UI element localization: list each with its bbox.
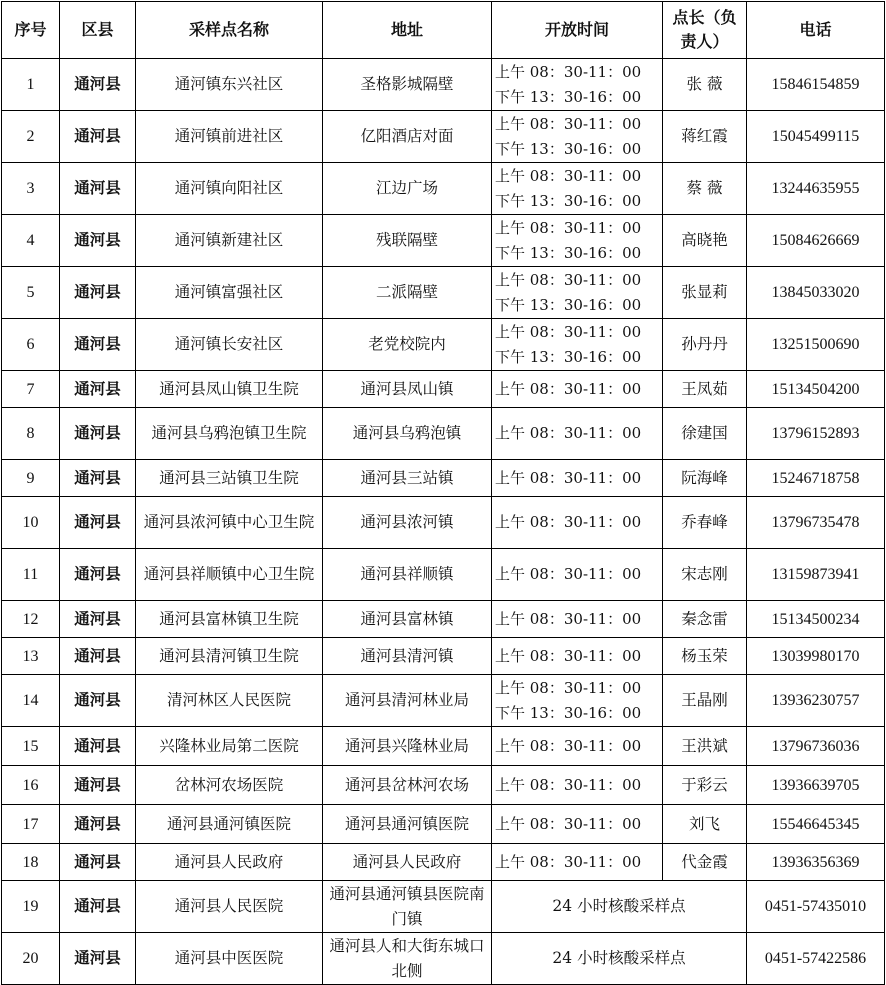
cell-index: 1 (2, 59, 60, 111)
table-row (2, 371, 885, 408)
cell-site-name: 通河县富林镇卫生院 (136, 601, 323, 638)
cell-phone: 13796736036 (747, 727, 885, 766)
hours-morning: 上午 08：30-11：00 (495, 424, 642, 442)
cell-index: 18 (2, 844, 60, 881)
cell-phone: 13796152893 (747, 408, 885, 460)
cell-district: 通河县 (60, 215, 136, 267)
hours-morning: 上午 08：30-11：00 (495, 218, 642, 237)
hours-morning: 上午 08：30-11：00 (495, 62, 642, 81)
cell-hours (492, 497, 663, 549)
cell-manager: 王洪斌 (663, 727, 747, 766)
cell-address: 通河县三站镇 (323, 460, 492, 497)
cell-address: 圣格影城隔壁 (323, 59, 492, 111)
cell-address: 通河县岔林河农场 (323, 766, 492, 805)
cell-site-name: 通河县乌鸦泡镇卫生院 (136, 408, 323, 460)
hours-morning: 上午 08：30-11：00 (495, 322, 642, 341)
cell-district: 通河县 (60, 59, 136, 111)
cell-index: 19 (2, 881, 60, 933)
cell-district: 通河县 (60, 460, 136, 497)
cell-district: 通河县 (60, 371, 136, 408)
cell-manager: 蒋红霞 (663, 111, 747, 163)
cell-manager: 刘飞 (663, 805, 747, 844)
cell-manager: 孙丹丹 (663, 319, 747, 371)
cell-index: 4 (2, 215, 60, 267)
cell-index: 10 (2, 497, 60, 549)
header-phone: 电话 (747, 2, 885, 59)
cell-phone: 13936230757 (747, 675, 885, 727)
cell-phone: 15846154859 (747, 59, 885, 111)
cell-site-name: 通河县中医医院 (136, 933, 323, 985)
cell-index: 17 (2, 805, 60, 844)
table-row (2, 601, 885, 638)
cell-district: 通河县 (60, 319, 136, 371)
table-row (2, 881, 885, 933)
header-manager: 点长（负责人） (663, 2, 747, 59)
cell-manager: 宋志刚 (663, 549, 747, 601)
cell-manager: 阮海峰 (663, 460, 747, 497)
cell-address: 通河县祥顺镇 (323, 549, 492, 601)
cell-hours-merged: 24 小时核酸采样点 (492, 881, 747, 933)
cell-address: 残联隔壁 (323, 215, 492, 267)
cell-address: 通河县通河镇医院 (323, 805, 492, 844)
cell-site-name: 通河县人民医院 (136, 881, 323, 933)
hours-afternoon: 下午 13：30-16：00 (495, 139, 642, 158)
hours-morning: 上午 08：30-11：00 (495, 114, 642, 133)
cell-address: 通河县富林镇 (323, 601, 492, 638)
cell-site-name: 通河县清河镇卫生院 (136, 638, 323, 675)
cell-index: 2 (2, 111, 60, 163)
hours-morning: 上午 08：30-11：00 (495, 270, 642, 289)
table-row (2, 638, 885, 675)
hours-morning: 上午 08：30-11：00 (495, 646, 642, 665)
cell-district: 通河县 (60, 601, 136, 638)
cell-site-name: 通河县凤山镇卫生院 (136, 371, 323, 408)
cell-address: 通河县兴隆林业局 (323, 727, 492, 766)
hours-morning: 上午 08：30-11：00 (495, 736, 642, 755)
table-body (2, 59, 885, 985)
cell-district: 通河县 (60, 766, 136, 805)
table-row (2, 549, 885, 601)
hours-morning: 上午 08：30-11：00 (495, 775, 642, 794)
cell-manager: 蔡 薇 (663, 163, 747, 215)
table-row (2, 267, 885, 319)
cell-district: 通河县 (60, 727, 136, 766)
cell-index: 13 (2, 638, 60, 675)
cell-phone: 15084626669 (747, 215, 885, 267)
table-row (2, 163, 885, 215)
cell-address: 二派隔壁 (323, 267, 492, 319)
cell-address: 通河县浓河镇 (323, 497, 492, 549)
header-address: 地址 (323, 2, 492, 59)
cell-index: 16 (2, 766, 60, 805)
cell-district: 通河县 (60, 933, 136, 985)
cell-district: 通河县 (60, 111, 136, 163)
table-row (2, 497, 885, 549)
cell-phone: 0451-57435010 (747, 881, 885, 933)
cell-address: 通河县通河镇县医院南门镇 (323, 881, 492, 933)
cell-manager: 张 薇 (663, 59, 747, 111)
hours-morning: 上午 08：30-11：00 (495, 513, 642, 531)
cell-district: 通河县 (60, 638, 136, 675)
cell-phone: 15134500234 (747, 601, 885, 638)
cell-hours (492, 460, 663, 497)
cell-manager: 徐建国 (663, 408, 747, 460)
cell-district: 通河县 (60, 549, 136, 601)
cell-district: 通河县 (60, 408, 136, 460)
cell-manager: 秦念雷 (663, 601, 747, 638)
cell-manager: 王凤茹 (663, 371, 747, 408)
hours-morning: 上午 08：30-11：00 (495, 852, 642, 871)
cell-hours (492, 805, 663, 844)
cell-index: 3 (2, 163, 60, 215)
cell-site-name: 清河林区人民医院 (136, 675, 323, 727)
hours-afternoon: 下午 13：30-16：00 (495, 243, 642, 262)
cell-index: 8 (2, 408, 60, 460)
cell-site-name: 通河镇富强社区 (136, 267, 323, 319)
cell-address: 通河县凤山镇 (323, 371, 492, 408)
cell-phone: 13159873941 (747, 549, 885, 601)
cell-site-name: 通河镇新建社区 (136, 215, 323, 267)
hours-afternoon: 下午 13：30-16：00 (495, 347, 642, 366)
cell-district: 通河县 (60, 844, 136, 881)
header-index: 序号 (2, 2, 60, 59)
table-row (2, 319, 885, 371)
cell-hours (492, 59, 663, 111)
cell-district: 通河县 (60, 497, 136, 549)
hours-morning: 上午 08：30-11：00 (495, 166, 642, 185)
cell-phone: 13845033020 (747, 267, 885, 319)
table-header-row (2, 2, 885, 59)
cell-hours (492, 215, 663, 267)
table-row (2, 215, 885, 267)
cell-site-name: 兴隆林业局第二医院 (136, 727, 323, 766)
cell-hours-merged: 24 小时核酸采样点 (492, 933, 747, 985)
cell-address: 老党校院内 (323, 319, 492, 371)
cell-hours (492, 549, 663, 601)
cell-manager: 杨玉荣 (663, 638, 747, 675)
cell-manager: 张显莉 (663, 267, 747, 319)
cell-district: 通河县 (60, 805, 136, 844)
cell-hours (492, 638, 663, 675)
header-hours: 开放时间 (492, 2, 663, 59)
cell-phone: 13039980170 (747, 638, 885, 675)
cell-site-name: 通河县三站镇卫生院 (136, 460, 323, 497)
hours-morning: 上午 08：30-11：00 (495, 565, 642, 583)
cell-site-name: 通河县祥顺镇中心卫生院 (136, 549, 323, 601)
cell-index: 11 (2, 549, 60, 601)
cell-district: 通河县 (60, 163, 136, 215)
table-row (2, 727, 885, 766)
cell-index: 9 (2, 460, 60, 497)
cell-phone: 13936356369 (747, 844, 885, 881)
cell-index: 12 (2, 601, 60, 638)
cell-site-name: 通河镇长安社区 (136, 319, 323, 371)
cell-phone: 13936639705 (747, 766, 885, 805)
table-row (2, 675, 885, 727)
cell-index: 7 (2, 371, 60, 408)
cell-address: 通河县人民政府 (323, 844, 492, 881)
cell-address: 通河县清河镇 (323, 638, 492, 675)
cell-phone: 15546645345 (747, 805, 885, 844)
table-row (2, 460, 885, 497)
cell-phone: 0451-57422586 (747, 933, 885, 985)
cell-site-name: 通河镇东兴社区 (136, 59, 323, 111)
hours-morning: 上午 08：30-11：00 (495, 814, 642, 833)
hours-afternoon: 下午 13：30-16：00 (495, 703, 642, 722)
cell-site-name: 岔林河农场医院 (136, 766, 323, 805)
table-row (2, 844, 885, 881)
cell-index: 14 (2, 675, 60, 727)
cell-hours (492, 319, 663, 371)
cell-hours (492, 601, 663, 638)
cell-manager: 高晓艳 (663, 215, 747, 267)
cell-site-name: 通河县通河镇医院 (136, 805, 323, 844)
cell-hours (492, 766, 663, 805)
cell-phone: 15134504200 (747, 371, 885, 408)
cell-site-name: 通河镇前进社区 (136, 111, 323, 163)
cell-phone: 15246718758 (747, 460, 885, 497)
cell-address: 通河县人和大街东城口北侧 (323, 933, 492, 985)
sampling-sites-table (1, 1, 885, 985)
cell-address: 江边广场 (323, 163, 492, 215)
cell-index: 5 (2, 267, 60, 319)
cell-hours (492, 111, 663, 163)
hours-morning: 上午 08：30-11：00 (495, 609, 642, 628)
hours-morning: 上午 08：30-11：00 (495, 468, 642, 487)
cell-index: 15 (2, 727, 60, 766)
cell-hours (492, 371, 663, 408)
cell-district: 通河县 (60, 675, 136, 727)
table-row (2, 933, 885, 985)
cell-index: 20 (2, 933, 60, 985)
cell-manager: 代金霞 (663, 844, 747, 881)
hours-afternoon: 下午 13：30-16：00 (495, 295, 642, 314)
header-district: 区县 (60, 2, 136, 59)
table-row (2, 766, 885, 805)
cell-hours (492, 727, 663, 766)
cell-district: 通河县 (60, 267, 136, 319)
cell-address: 亿阳酒店对面 (323, 111, 492, 163)
cell-phone: 15045499115 (747, 111, 885, 163)
cell-site-name: 通河县浓河镇中心卫生院 (136, 497, 323, 549)
cell-address: 通河县乌鸦泡镇 (323, 408, 492, 460)
hours-afternoon: 下午 13：30-16：00 (495, 191, 642, 210)
cell-address: 通河县清河林业局 (323, 675, 492, 727)
cell-phone: 13796735478 (747, 497, 885, 549)
cell-phone: 13251500690 (747, 319, 885, 371)
hours-morning: 上午 08：30-11：00 (495, 678, 642, 697)
cell-hours (492, 163, 663, 215)
table-row (2, 408, 885, 460)
hours-afternoon: 下午 13：30-16：00 (495, 87, 642, 106)
cell-hours (492, 844, 663, 881)
cell-index: 6 (2, 319, 60, 371)
cell-phone: 13244635955 (747, 163, 885, 215)
table-row (2, 805, 885, 844)
cell-site-name: 通河县人民政府 (136, 844, 323, 881)
cell-manager: 王晶刚 (663, 675, 747, 727)
header-site-name: 采样点名称 (136, 2, 323, 59)
table-row (2, 111, 885, 163)
cell-site-name: 通河镇向阳社区 (136, 163, 323, 215)
cell-district: 通河县 (60, 881, 136, 933)
cell-manager: 乔春峰 (663, 497, 747, 549)
cell-manager: 于彩云 (663, 766, 747, 805)
cell-hours (492, 408, 663, 460)
table-row (2, 59, 885, 111)
cell-hours (492, 675, 663, 727)
cell-hours (492, 267, 663, 319)
hours-morning: 上午 08：30-11：00 (495, 379, 642, 398)
